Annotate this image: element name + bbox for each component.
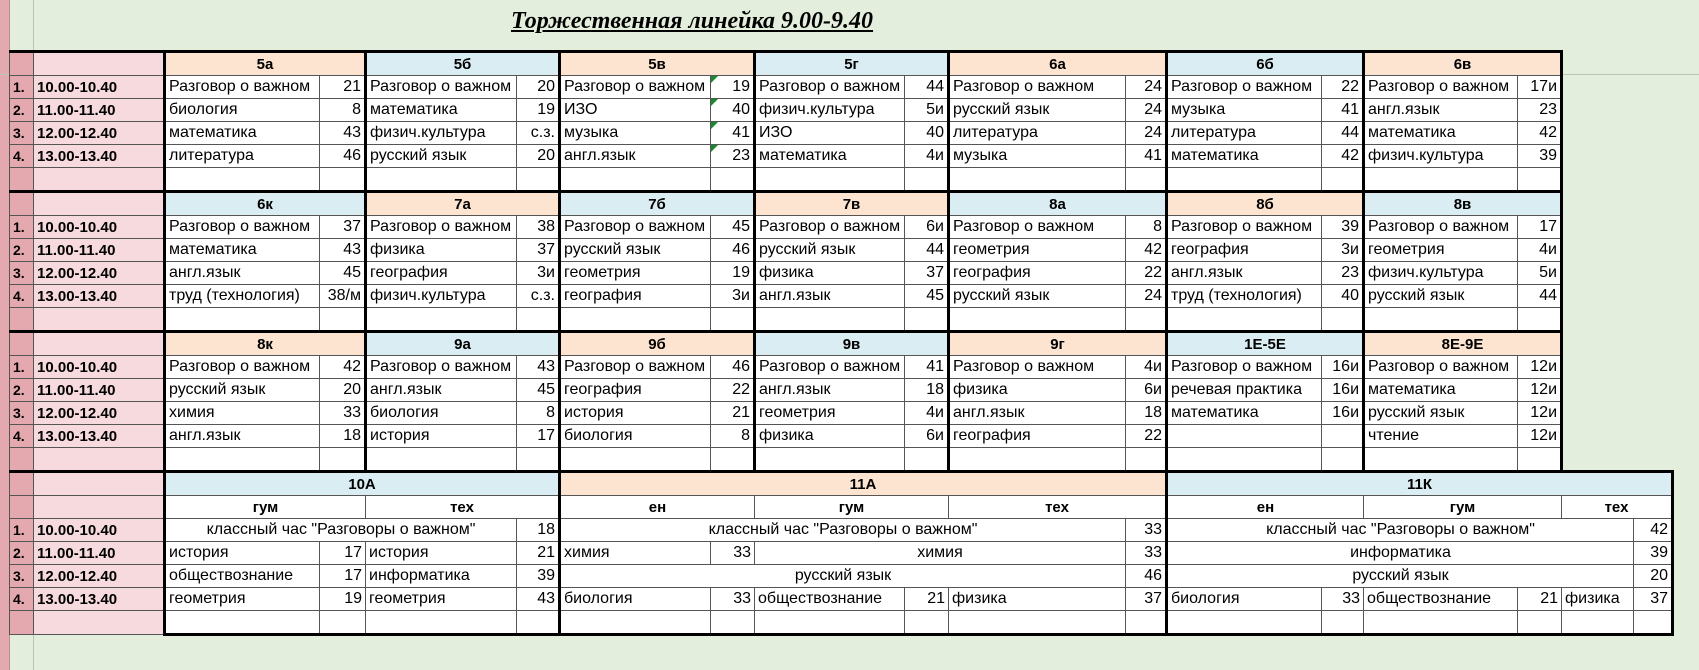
subject-cell: музыка	[949, 145, 1126, 168]
block2-lesson-row	[10, 262, 1673, 285]
subject-cell: музыка	[1167, 99, 1322, 122]
room-cell: 12и	[1518, 356, 1562, 379]
class-header: 8а	[949, 192, 1167, 216]
lesson-number: 2.	[10, 99, 34, 122]
block2-lesson-row	[10, 216, 1673, 239]
subject-11k-gum: обществознание	[1364, 588, 1518, 611]
lesson-number: 2.	[10, 239, 34, 262]
class-header: 8Е-9Е	[1364, 332, 1562, 356]
room-cell: 12и	[1518, 379, 1562, 402]
subject-10a-gum: геометрия	[165, 588, 320, 611]
block3-lesson-row	[10, 402, 1673, 425]
block1-lesson-row	[10, 99, 1673, 122]
room-cell: 42	[1322, 145, 1364, 168]
subject-cell: математика	[755, 145, 905, 168]
subject-cell: физика	[949, 379, 1126, 402]
room-cell: 39	[1518, 145, 1562, 168]
room-cell: 41	[711, 122, 755, 145]
subject-cell: русский язык	[755, 239, 905, 262]
subject-cell: Разговор о важном	[366, 216, 517, 239]
room-11a-en: 33	[711, 542, 755, 565]
subject-cell: математика	[366, 99, 517, 122]
subject-cell: Разговор о важном	[165, 76, 320, 99]
subject-cell: биология	[366, 402, 517, 425]
subject-cell: физич.культура	[366, 122, 517, 145]
room-10a-gum: 17	[320, 565, 366, 588]
subject-11k: русский язык	[1167, 565, 1634, 588]
room-cell: 37	[905, 262, 949, 285]
subject-cell: Разговор о важном	[755, 76, 905, 99]
lesson-time: 11.00-11.40	[34, 379, 165, 402]
subject-cell: география	[560, 379, 711, 402]
subject-cell: русский язык	[1364, 285, 1518, 308]
subject-cell: математика	[165, 239, 320, 262]
subject-10a: классный час "Разговоры о важном"	[165, 519, 517, 542]
lesson-number: 1.	[10, 519, 34, 542]
class-header: 9а	[366, 332, 560, 356]
subject-cell: ИЗО	[755, 122, 905, 145]
profile-11k-en: ен	[1167, 496, 1364, 519]
room-cell: 3и	[1322, 239, 1364, 262]
subject-cell: физика	[755, 262, 905, 285]
room-cell: 22	[1126, 262, 1167, 285]
room-cell: 18	[1126, 402, 1167, 425]
subject-cell: Разговор о важном	[366, 356, 517, 379]
subject-cell: биология	[165, 99, 320, 122]
room-cell: 4и	[1126, 356, 1167, 379]
subject-cell: география	[1167, 239, 1322, 262]
block3-spacer-row	[10, 448, 1673, 472]
class-header-11a: 11А	[560, 472, 1167, 496]
profile-11a-teh: тех	[949, 496, 1167, 519]
room-cell: 23	[1322, 262, 1364, 285]
room-cell: 44	[1518, 285, 1562, 308]
subject-cell: Разговор о важном	[755, 216, 905, 239]
room-cell: 3и	[711, 285, 755, 308]
room-cell: 43	[320, 122, 366, 145]
subject-cell: Разговор о важном	[949, 356, 1126, 379]
block3-class-header-row	[10, 332, 1673, 356]
room-cell: 45	[711, 216, 755, 239]
room-cell: 40	[711, 99, 755, 122]
subject-11a-teh: физика	[949, 588, 1126, 611]
room-cell: 18	[905, 379, 949, 402]
room-cell: 44	[905, 76, 949, 99]
room-cell: 44	[1322, 122, 1364, 145]
lesson-time: 13.00-13.40	[34, 285, 165, 308]
subject-cell: география	[949, 425, 1126, 448]
lesson-number: 2.	[10, 542, 34, 565]
room-cell: с.з.	[517, 122, 560, 145]
room-cell: 24	[1126, 122, 1167, 145]
room-10a-teh: 39	[517, 565, 560, 588]
class-header: 9б	[560, 332, 755, 356]
room-cell: 16и	[1322, 356, 1364, 379]
subject-cell: труд (технология)	[1167, 285, 1322, 308]
room-11k: 39	[1634, 542, 1673, 565]
subject-10a-teh: информатика	[366, 565, 517, 588]
subject-11k: классный час "Разговоры о важном"	[1167, 519, 1634, 542]
room-cell: 16и	[1322, 379, 1364, 402]
class-header-10a: 10А	[165, 472, 560, 496]
room-cell: 45	[320, 262, 366, 285]
block4-class-header-row	[10, 472, 1673, 496]
room-cell: 41	[1322, 99, 1364, 122]
lesson-number: 4.	[10, 425, 34, 448]
room-cell: 4и	[905, 402, 949, 425]
subject-cell: география	[949, 262, 1126, 285]
room-11a-teh: 37	[1126, 588, 1167, 611]
subject-11a-gum: обществознание	[755, 588, 905, 611]
subject-10a-teh: геометрия	[366, 588, 517, 611]
subject-cell: русский язык	[165, 379, 320, 402]
room-cell: 8	[320, 99, 366, 122]
room-cell: 44	[905, 239, 949, 262]
subject-cell: Разговор о важном	[1167, 76, 1322, 99]
room-cell: 24	[1126, 99, 1167, 122]
lesson-number: 4.	[10, 145, 34, 168]
room-11a-gum: 21	[905, 588, 949, 611]
class-header: 8в	[1364, 192, 1562, 216]
room-cell: 39	[1322, 216, 1364, 239]
room-cell	[1322, 425, 1364, 448]
class-header: 6а	[949, 52, 1167, 76]
class-header: 5а	[165, 52, 366, 76]
room-cell: 40	[1322, 285, 1364, 308]
subject-cell: русский язык	[949, 99, 1126, 122]
subject-cell: русский язык	[1364, 402, 1518, 425]
subject-cell	[1167, 425, 1322, 448]
subject-cell: геометрия	[1364, 239, 1518, 262]
room-cell: 17	[517, 425, 560, 448]
room-cell: 5и	[905, 99, 949, 122]
room-10a-gum: 17	[320, 542, 366, 565]
block4-lesson-row	[10, 588, 1673, 611]
room-cell: 6и	[905, 425, 949, 448]
block3-lesson-row	[10, 425, 1673, 448]
subject-cell: физич.культура	[755, 99, 905, 122]
room-cell: 41	[1126, 145, 1167, 168]
class-header: 8б	[1167, 192, 1364, 216]
lesson-time: 12.00-12.40	[34, 122, 165, 145]
block2-class-header-row	[10, 192, 1673, 216]
room-cell: 21	[320, 76, 366, 99]
room-cell: 45	[517, 379, 560, 402]
room-cell: 21	[711, 402, 755, 425]
room-11k: 20	[1634, 565, 1673, 588]
page-title: Торжественная линейка 9.00-9.40	[511, 8, 874, 34]
class-header: 9в	[755, 332, 949, 356]
subject-cell: математика	[165, 122, 320, 145]
room-cell: 37	[320, 216, 366, 239]
block4-lesson-row	[10, 565, 1673, 588]
room-11a-en: 33	[711, 588, 755, 611]
block4-lesson-row	[10, 519, 1673, 542]
subject-cell: англ.язык	[1167, 262, 1322, 285]
subject-cell: литература	[1167, 122, 1322, 145]
subject-cell: биология	[560, 425, 711, 448]
room-cell: 46	[320, 145, 366, 168]
lesson-time: 10.00-10.40	[34, 519, 165, 542]
profile-11k-teh: тех	[1562, 496, 1673, 519]
subject-cell: Разговор о важном	[1364, 356, 1518, 379]
block1-lesson-row	[10, 76, 1673, 99]
lesson-time: 10.00-10.40	[34, 356, 165, 379]
subject-cell: геометрия	[560, 262, 711, 285]
subject-cell: труд (технология)	[165, 285, 320, 308]
room-cell: 20	[517, 76, 560, 99]
subject-cell: литература	[949, 122, 1126, 145]
room-cell: 33	[320, 402, 366, 425]
subject-cell: история	[366, 425, 517, 448]
room-cell: 42	[320, 356, 366, 379]
room-cell: 43	[320, 239, 366, 262]
subject-cell: речевая практика	[1167, 379, 1322, 402]
room-cell: 20	[517, 145, 560, 168]
subject-cell: Разговор о важном	[560, 216, 711, 239]
subject-cell: англ.язык	[755, 379, 905, 402]
block2-spacer-row	[10, 308, 1673, 332]
lesson-time: 12.00-12.40	[34, 402, 165, 425]
subject-cell: Разговор о важном	[949, 216, 1126, 239]
subject-cell: математика	[1364, 379, 1518, 402]
subject-11a-en: химия	[560, 542, 711, 565]
room-cell: 3и	[517, 262, 560, 285]
subject-cell: Разговор о важном	[165, 356, 320, 379]
room-cell: 43	[517, 356, 560, 379]
subject-cell: Разговор о важном	[949, 76, 1126, 99]
subject-cell: физич.культура	[366, 285, 517, 308]
room-cell: 22	[1322, 76, 1364, 99]
block4-lesson-row	[10, 542, 1673, 565]
subject-cell: русский язык	[366, 145, 517, 168]
subject-cell: русский язык	[949, 285, 1126, 308]
room-11k-en: 33	[1322, 588, 1364, 611]
subject-cell: география	[560, 285, 711, 308]
subject-11a: классный час "Разговоры о важном"	[560, 519, 1126, 542]
lesson-number: 3.	[10, 565, 34, 588]
lesson-number: 3.	[10, 122, 34, 145]
room-cell: 4и	[1518, 239, 1562, 262]
subject-cell: физика	[366, 239, 517, 262]
block2-lesson-row	[10, 239, 1673, 262]
room-cell: 22	[711, 379, 755, 402]
subject-cell: Разговор о важном	[165, 216, 320, 239]
room-cell: 6и	[1126, 379, 1167, 402]
subject-cell: Разговор о важном	[366, 76, 517, 99]
subject-11k-en: биология	[1167, 588, 1322, 611]
class-header: 5г	[755, 52, 949, 76]
room-11k-teh: 37	[1634, 588, 1673, 611]
lesson-number: 1.	[10, 356, 34, 379]
subject-cell: Разговор о важном	[1167, 216, 1322, 239]
subject-cell: Разговор о важном	[755, 356, 905, 379]
subject-cell: Разговор о важном	[1364, 76, 1518, 99]
class-header: 5б	[366, 52, 560, 76]
room-cell: 8	[711, 425, 755, 448]
lesson-number: 2.	[10, 379, 34, 402]
subject-cell: математика	[1167, 402, 1322, 425]
subject-cell: физич.культура	[1364, 145, 1518, 168]
block4-spacer-row	[10, 611, 1673, 635]
class-header: 9г	[949, 332, 1167, 356]
room-cell: 8	[517, 402, 560, 425]
block3-lesson-row	[10, 356, 1673, 379]
profile-11a-gum: гум	[755, 496, 949, 519]
subject-cell: физика	[755, 425, 905, 448]
class-header: 1Е-5Е	[1167, 332, 1364, 356]
subject-cell: англ.язык	[165, 262, 320, 285]
lesson-time: 12.00-12.40	[34, 565, 165, 588]
lesson-number: 3.	[10, 262, 34, 285]
block1-lesson-row	[10, 122, 1673, 145]
room-cell: 46	[711, 239, 755, 262]
room-cell: 17и	[1518, 76, 1562, 99]
room-11k-gum: 21	[1518, 588, 1562, 611]
room-cell: 8	[1126, 216, 1167, 239]
subject-11k-teh: физика	[1562, 588, 1634, 611]
subject-cell: англ.язык	[165, 425, 320, 448]
subject-cell: литература	[165, 145, 320, 168]
room-10a-teh: 43	[517, 588, 560, 611]
room-cell: 17	[1518, 216, 1562, 239]
lesson-time: 13.00-13.40	[34, 588, 165, 611]
room-cell: 16и	[1322, 402, 1364, 425]
room-cell: 18	[320, 425, 366, 448]
subject-11a: русский язык	[560, 565, 1126, 588]
subject-cell: история	[560, 402, 711, 425]
subject-cell: Разговор о важном	[560, 356, 711, 379]
profile-10a-teh: тех	[366, 496, 560, 519]
block2-lesson-row	[10, 285, 1673, 308]
room-cell: 42	[1518, 122, 1562, 145]
subject-cell: англ.язык	[1364, 99, 1518, 122]
room-cell: 46	[711, 356, 755, 379]
subject-cell: геометрия	[949, 239, 1126, 262]
subject-cell: математика	[1167, 145, 1322, 168]
profile-11k-gum: гум	[1364, 496, 1562, 519]
class-header: 7б	[560, 192, 755, 216]
room-11a: 33	[1126, 519, 1167, 542]
subject-11a-gum-teh: химия	[755, 542, 1126, 565]
room-cell: 12и	[1518, 402, 1562, 425]
subject-cell: география	[366, 262, 517, 285]
room-cell: с.з.	[517, 285, 560, 308]
room-cell: 23	[711, 145, 755, 168]
block1-spacer-row	[10, 168, 1673, 192]
room-cell: 38	[517, 216, 560, 239]
subject-cell: англ.язык	[755, 285, 905, 308]
block4-profile-header-row	[10, 496, 1673, 519]
room-cell: 24	[1126, 76, 1167, 99]
subject-cell: ИЗО	[560, 99, 711, 122]
subject-cell: физич.культура	[1364, 262, 1518, 285]
room-cell: 12и	[1518, 425, 1562, 448]
subject-10a-gum: обществознание	[165, 565, 320, 588]
lesson-time: 11.00-11.40	[34, 542, 165, 565]
subject-11k: информатика	[1167, 542, 1634, 565]
room-cell: 37	[517, 239, 560, 262]
subject-cell: геометрия	[755, 402, 905, 425]
schedule-table	[9, 50, 1674, 636]
subject-10a-gum: история	[165, 542, 320, 565]
subject-cell: чтение	[1364, 425, 1518, 448]
room-cell: 40	[905, 122, 949, 145]
lesson-time: 10.00-10.40	[34, 216, 165, 239]
lesson-number: 1.	[10, 216, 34, 239]
room-cell: 22	[1126, 425, 1167, 448]
lesson-time: 13.00-13.40	[34, 145, 165, 168]
room-cell: 19	[711, 262, 755, 285]
subject-11a-en: биология	[560, 588, 711, 611]
lesson-time: 10.00-10.40	[34, 76, 165, 99]
subject-cell: математика	[1364, 122, 1518, 145]
class-header: 8к	[165, 332, 366, 356]
subject-cell: Разговор о важном	[560, 76, 711, 99]
class-header: 6к	[165, 192, 366, 216]
room-cell: 42	[1126, 239, 1167, 262]
room-cell: 6и	[905, 216, 949, 239]
lesson-number: 1.	[10, 76, 34, 99]
subject-10a-teh: история	[366, 542, 517, 565]
subject-cell: химия	[165, 402, 320, 425]
subject-cell: Разговор о важном	[1364, 216, 1518, 239]
room-11k: 42	[1634, 519, 1673, 542]
room-cell: 5и	[1518, 262, 1562, 285]
subject-cell: англ.язык	[560, 145, 711, 168]
room-cell: 45	[905, 285, 949, 308]
lesson-number: 4.	[10, 588, 34, 611]
room-10a-teh: 21	[517, 542, 560, 565]
lesson-time: 11.00-11.40	[34, 99, 165, 122]
room-cell: 4и	[905, 145, 949, 168]
block1-class-header-row	[10, 52, 1673, 76]
profile-10a-gum: гум	[165, 496, 366, 519]
room-cell: 24	[1126, 285, 1167, 308]
block3-lesson-row	[10, 379, 1673, 402]
lesson-time: 11.00-11.40	[34, 239, 165, 262]
class-header: 7в	[755, 192, 949, 216]
block1-lesson-row	[10, 145, 1673, 168]
lesson-number: 4.	[10, 285, 34, 308]
room-cell: 41	[905, 356, 949, 379]
class-header: 7а	[366, 192, 560, 216]
room-11a-gum-teh: 33	[1126, 542, 1167, 565]
lesson-time: 12.00-12.40	[34, 262, 165, 285]
profile-11a-en: ен	[560, 496, 755, 519]
room-11a: 46	[1126, 565, 1167, 588]
room-cell: 20	[320, 379, 366, 402]
class-header-11k: 11К	[1167, 472, 1673, 496]
subject-cell: русский язык	[560, 239, 711, 262]
room-cell: 19	[517, 99, 560, 122]
subject-cell: музыка	[560, 122, 711, 145]
class-header: 5в	[560, 52, 755, 76]
class-header: 6в	[1364, 52, 1562, 76]
room-cell: 23	[1518, 99, 1562, 122]
room-cell: 38/м	[320, 285, 366, 308]
lesson-time: 13.00-13.40	[34, 425, 165, 448]
room-10a-gum: 19	[320, 588, 366, 611]
lesson-number: 3.	[10, 402, 34, 425]
subject-cell: Разговор о важном	[1167, 356, 1322, 379]
room-cell: 19	[711, 76, 755, 99]
class-header: 6б	[1167, 52, 1364, 76]
subject-cell: англ.язык	[949, 402, 1126, 425]
subject-cell: англ.язык	[366, 379, 517, 402]
room-10a: 18	[517, 519, 560, 542]
